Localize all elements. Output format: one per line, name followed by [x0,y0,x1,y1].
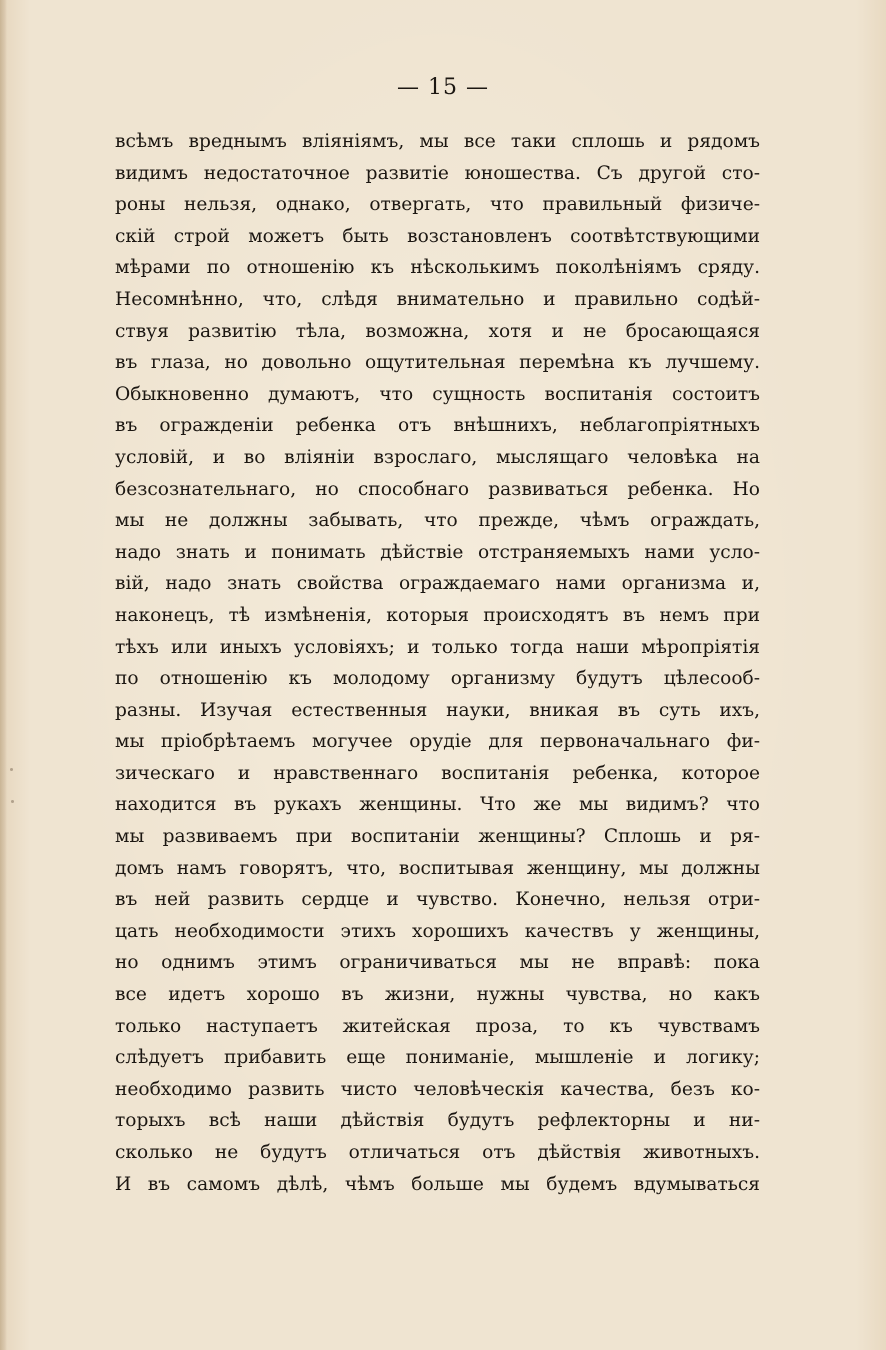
paper-speck [10,768,13,771]
text-line: ствуя развитію тѣла, возможна, хотя и не бросающаяся [115,320,760,342]
text-line: только наступаетъ житейская проза, то къ чувствамъ [115,1015,760,1037]
text-line: разны. Изучая естественныя науки, вникая въ суть ихъ, [115,699,760,721]
text-line: условій, и во вліяніи взрослаго, мыслящаго человѣка на [115,446,760,468]
text-line: по отношенію къ молодому организму будутъ цѣлесооб- [115,668,760,690]
text-line: зическаго и нравственнаго воспитанія ребенка, которое [115,762,760,784]
paper-speck [11,800,14,803]
text-line: сколько не будутъ отличаться отъ дѣйствія животныхъ. [115,1142,760,1163]
text-line: слѣдуетъ прибавить еще пониманіе, мышленіе и логику; [115,1047,760,1069]
text-line: всѣмъ вреднымъ вліяніямъ, мы все таки сплошь и рядомъ [115,131,760,152]
page-number: — 15 — [397,75,489,100]
text-line: но однимъ этимъ ограничиваться мы не вправѣ: пока [115,952,760,974]
text-line: скій строй можетъ быть возстановленъ соотвѣтствующими [115,225,760,247]
text-line: наконецъ, тѣ измѣненія, которыя происходятъ въ немъ при [115,604,760,626]
text-line: роны нельзя, однако, отвергать, что правильный физиче- [115,194,760,216]
text-line: мѣрами по отношенію къ нѣсколькимъ поколѣніямъ сряду. [115,257,760,279]
text-line: въ огражденіи ребенка отъ внѣшнихъ, неблагопріятныхъ [115,415,760,437]
text-line: Обыкновенно думаютъ, что сущность воспитанія состоитъ [115,383,760,405]
text-line: тѣхъ или иныхъ условіяхъ; и только тогда наши мѣропріятія [115,636,760,658]
text-line: домъ намъ говорятъ, что, воспитывая женщину, мы должны [115,857,760,879]
text-line: Несомнѣнно, что, слѣдя внимательно и правильно содѣй- [115,288,760,310]
text-line: все идетъ хорошо въ жизни, нужны чувства, но какъ [115,984,760,1006]
text-line: въ глаза, но довольно ощутительная перемѣна къ лучшему. [115,352,760,374]
text-line: въ ней развить сердце и чувство. Конечно, нельзя отри- [115,889,760,911]
text-line: мы развиваемъ при воспитаніи женщины? Сплошь и ря- [115,826,760,848]
text-line: И въ самомъ дѣлѣ, чѣмъ больше мы будемъ вдумываться [115,1173,760,1195]
text-line: надо знать и понимать дѣйствіе отстраняемыхъ нами усло- [115,541,760,563]
text-line: вій, надо знать свойства ограждаемаго нами организма и, [115,573,760,595]
page-spine-edge [0,0,7,1350]
text-line: торыхъ всѣ наши дѣйствія будутъ рефлекторны и ни- [115,1110,760,1132]
text-line: цать необходимости этихъ хорошихъ качествъ у женщины, [115,920,760,942]
text-line: находится въ рукахъ женщины. Что же мы видимъ? что [115,794,760,816]
text-line: мы не должны забывать, что прежде, чѣмъ ограждать, [115,510,760,532]
text-line: видимъ недостаточное развитіе юношества. Съ другой сто- [115,162,760,184]
text-line: необходимо развить чисто человѣческія качества, безъ ко- [115,1078,760,1100]
text-line: мы пріобрѣтаемъ могучее орудіе для первоначальнаго фи- [115,731,760,753]
text-line: безсознательнаго, но способнаго развиваться ребенка. Но [115,478,760,500]
body-text [115,126,760,1200]
